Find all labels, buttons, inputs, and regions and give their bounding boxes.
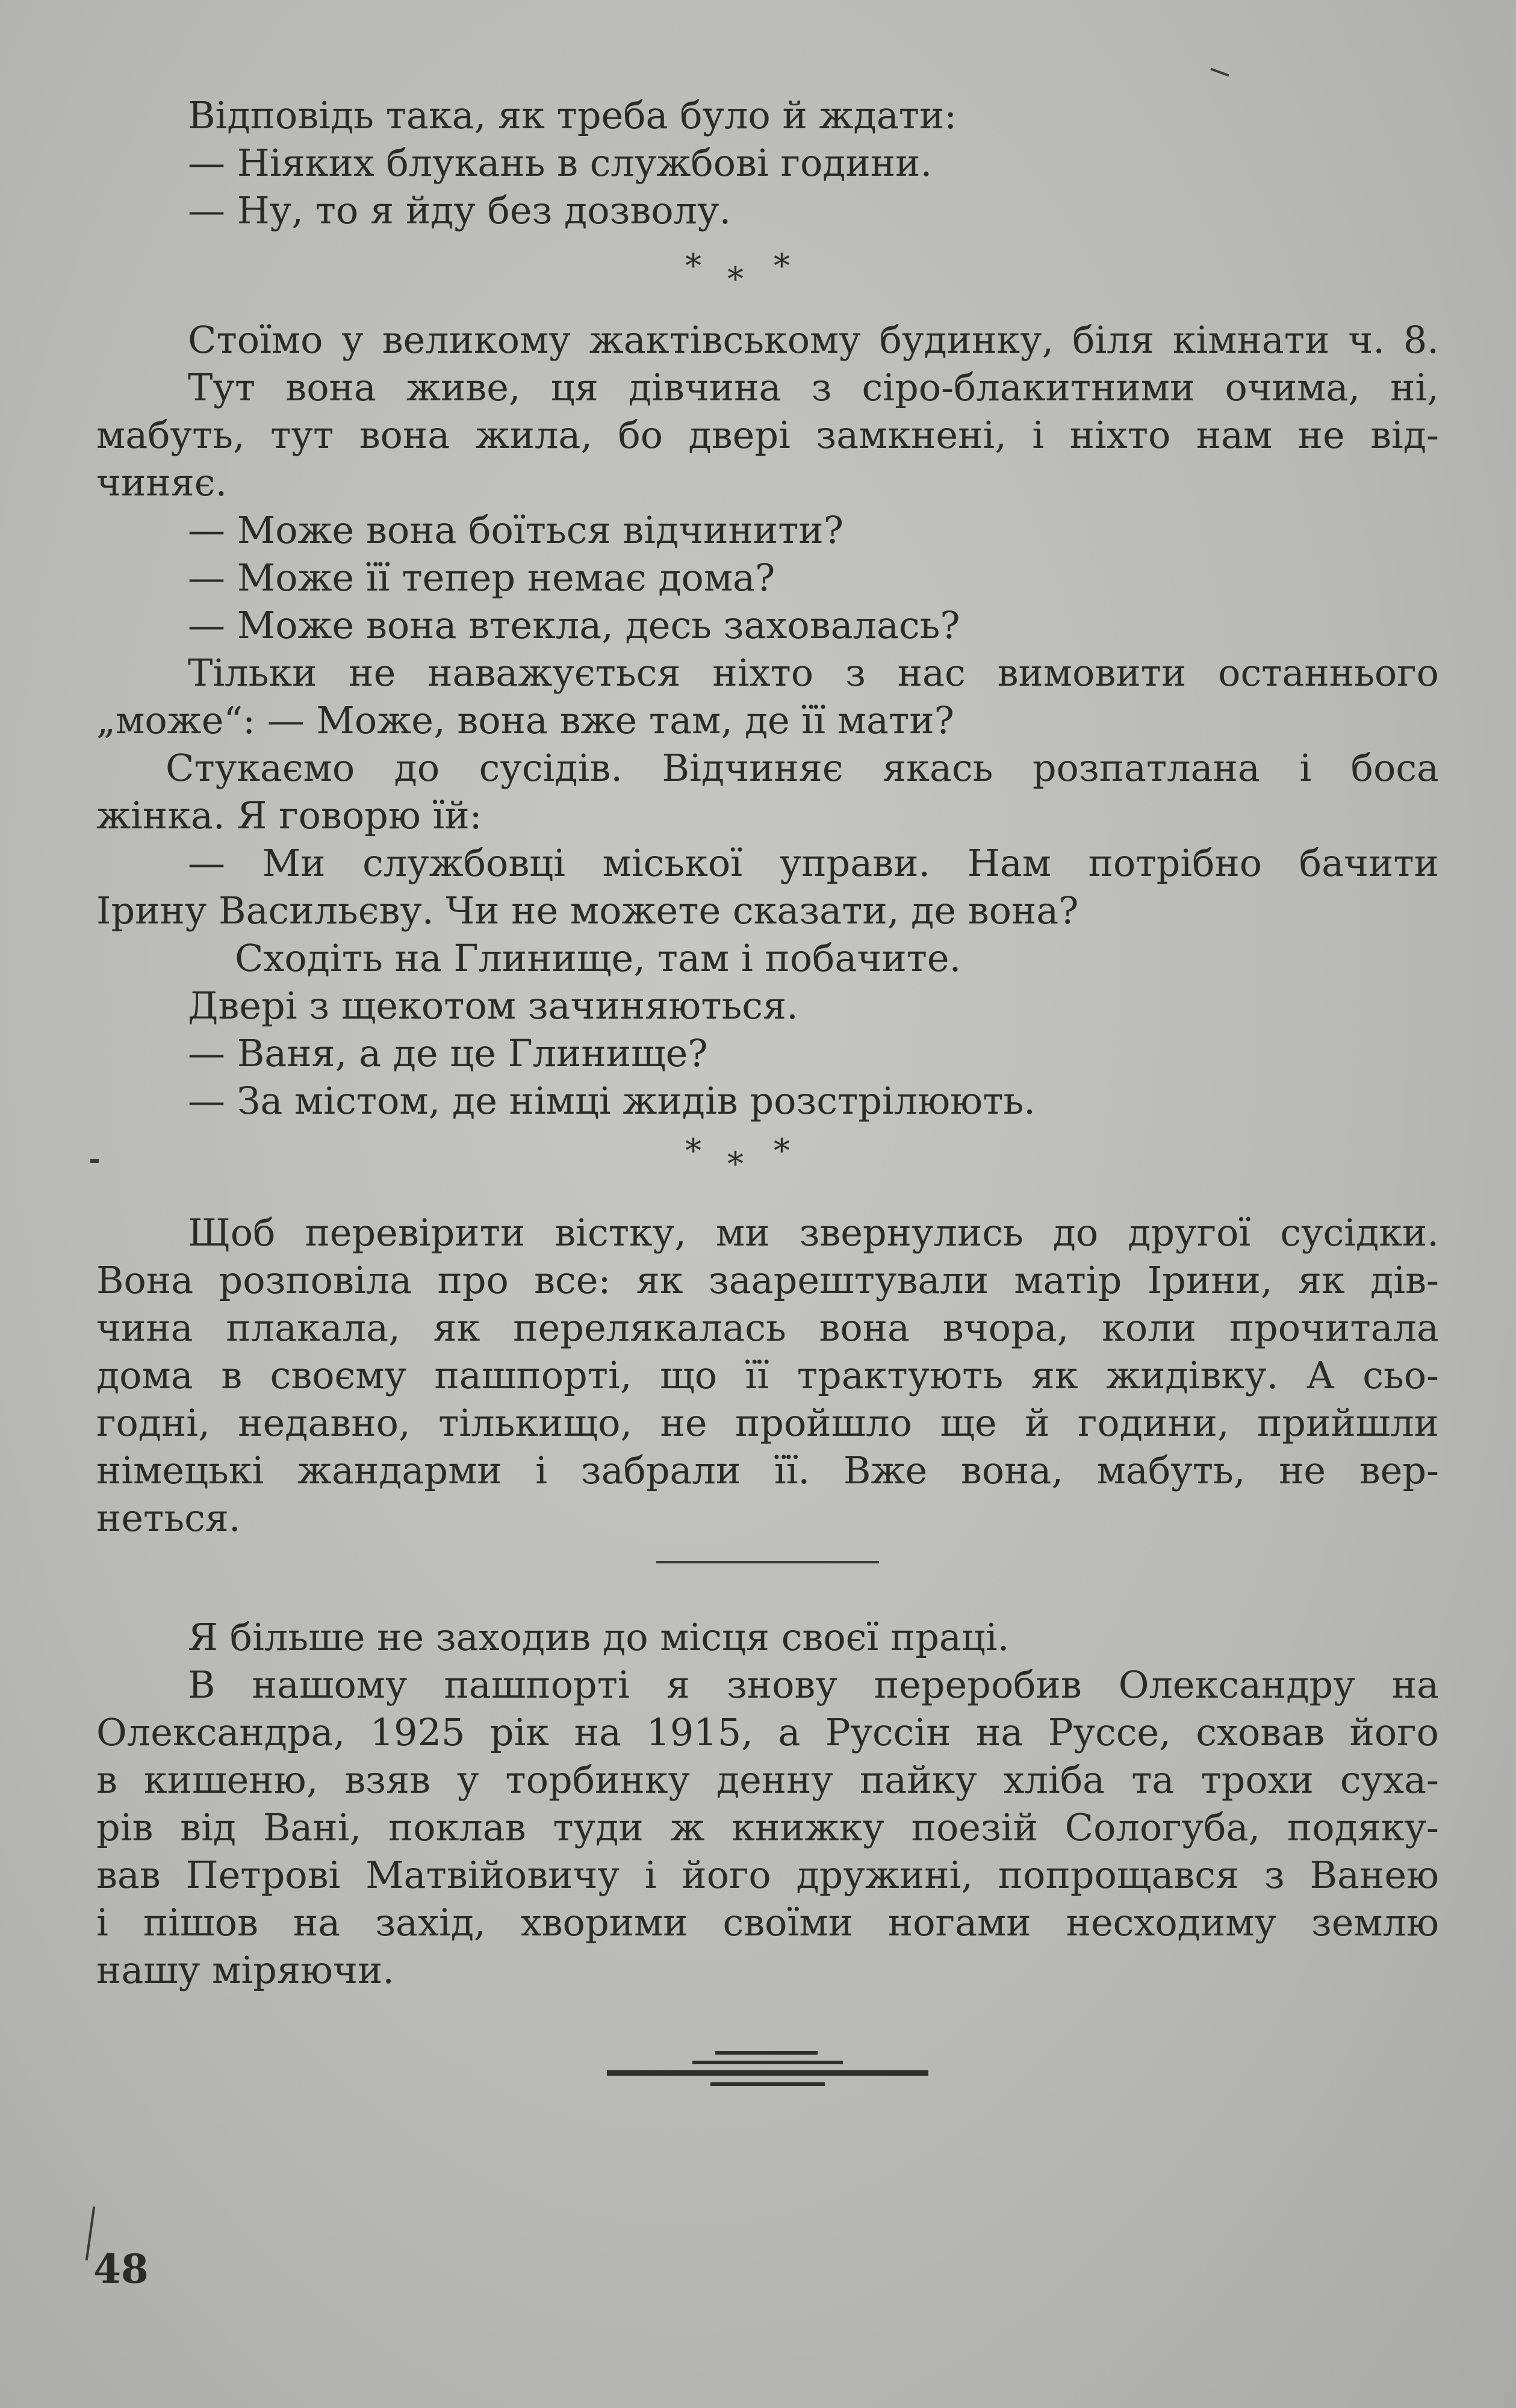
ornament-bar-main bbox=[607, 2070, 928, 2076]
paragraph-line: Я більше не заходив до місця своєї праці. bbox=[188, 1615, 1010, 1659]
dialogue-line: — За містом, де німці жидів розстрілюють. bbox=[188, 1079, 1036, 1123]
end-ornament bbox=[602, 2044, 933, 2104]
section-4 bbox=[96, 1613, 1439, 1994]
paragraph-line: в кишеню, взяв у торбинку денну пайку хліба та трохи суха- bbox=[96, 1758, 1439, 1802]
paragraph-line: і пішов на захід, хворими своїми ногами несходиму землю bbox=[96, 1901, 1439, 1944]
paragraph-line: Стукаємо до сусідів. Відчиняє якась розпатлана і боса bbox=[166, 746, 1439, 790]
paragraph-line: чиняє. bbox=[96, 461, 228, 504]
dialogue-line: — Може вона втекла, десь заховалась? bbox=[188, 603, 960, 647]
paragraph-line: „може“: — Може, вона вже там, де її мати? bbox=[96, 698, 954, 742]
paragraph-line: неться. bbox=[96, 1496, 241, 1540]
dialogue-line: — Може вона боїться відчинити? bbox=[188, 508, 843, 552]
paragraph-line: Двері з щекотом зачиняються. bbox=[188, 984, 798, 1028]
dialogue-line: — Ваня, а де це Глинище? bbox=[188, 1031, 708, 1075]
paragraph-line: Стоїмо у великому жактівському будинку, біля кімнати ч. 8. bbox=[188, 318, 1439, 362]
ornament-bar-upper bbox=[692, 2061, 843, 2064]
dialogue-line: Ірину Васильєву. Чи не можете сказати, де вона? bbox=[96, 889, 1079, 932]
ornament-bar-lower bbox=[710, 2082, 825, 2086]
paragraph-line: Тут вона живе, ця дівчина з сіро-блакитними очима, ні, bbox=[188, 365, 1439, 409]
paragraph-line: мабуть, тут вона жила, бо двері замкнені, і ніхто нам не від- bbox=[96, 413, 1439, 457]
paragraph-line: Відповідь така, як треба було й ждати: bbox=[188, 93, 957, 137]
section-2 bbox=[96, 316, 1439, 1125]
paragraph-line: німецькі жандарми і забрали її. Вже вона, мабуть, не вер- bbox=[96, 1448, 1439, 1492]
paragraph-line: нашу міряючи. bbox=[96, 1948, 394, 1992]
section-3 bbox=[96, 1209, 1439, 1542]
dialogue-line: — Ніяких блукань в службові години. bbox=[188, 141, 933, 185]
ornament-bar-top bbox=[715, 2051, 818, 2055]
paragraph-line: Олександра, 1925 рік на 1915, а Руссін на Руссе, сховав його bbox=[96, 1710, 1439, 1754]
section-separator-stars: * * * bbox=[685, 247, 790, 298]
paragraph-line: Щоб перевірити вістку, ми звернулись до другої сусідки. bbox=[188, 1211, 1439, 1255]
paragraph-line: Вона розповіла про все: як заарештували матір Ірини, як дів- bbox=[96, 1258, 1439, 1302]
paragraph-line: годні, недавно, тількищо, не пройшло ще й години, прийшли bbox=[96, 1401, 1439, 1445]
paragraph-line: вав Петрові Матвійовичу і його дружині, попрощався з Ванею bbox=[96, 1853, 1439, 1897]
print-mark bbox=[1210, 68, 1229, 77]
section-1 bbox=[96, 92, 1439, 234]
paragraph-line: дома в своєму пашпорті, що її трактують як жидівку. А сьо- bbox=[96, 1353, 1439, 1397]
section-separator-stars: * * * bbox=[685, 1132, 790, 1183]
paragraph-line: жінка. Я говорю їй: bbox=[96, 793, 482, 837]
section-divider-rule bbox=[656, 1561, 879, 1563]
dialogue-line: — Ну, то я йду без дозволу. bbox=[188, 188, 732, 232]
print-mark bbox=[90, 1159, 99, 1163]
page-number: 48 bbox=[93, 2245, 149, 2292]
paragraph-line: В нашому пашпорті я знову переробив Олександру на bbox=[188, 1663, 1439, 1707]
dialogue-line: — Може її тепер немає дома? bbox=[188, 556, 775, 600]
dialogue-line: — Ми службовці міської управи. Нам потрібно бачити bbox=[188, 841, 1439, 885]
paragraph-line: чина плакала, як перелякалась вона вчора, коли прочитала bbox=[96, 1306, 1439, 1350]
paragraph-line: Тільки не наважується ніхто з нас вимовити останнього bbox=[188, 651, 1439, 695]
dialogue-line: Сходіть на Глинище, там і побачите. bbox=[235, 936, 961, 980]
paragraph-line: рів від Вані, поклав туди ж книжку поезій Сологуба, подяку- bbox=[96, 1805, 1439, 1849]
